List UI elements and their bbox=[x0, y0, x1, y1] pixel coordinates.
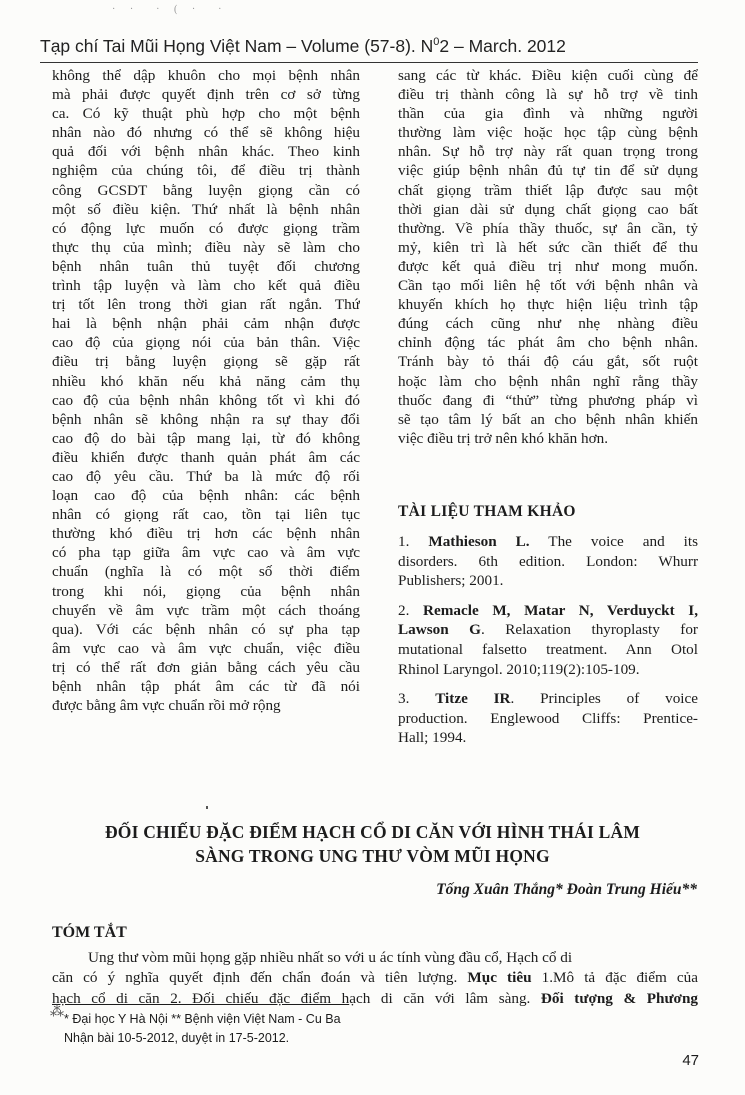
text-line: điều khiển được thanh quản phát âm các bbox=[52, 448, 360, 466]
text-line: thuốc đang đi “thử” từng phương pháp vì bbox=[398, 391, 698, 409]
header-rule bbox=[40, 62, 698, 63]
references-heading: TÀI LIỆU THAM KHẢO bbox=[398, 503, 576, 520]
text-line: chuyển về âm vực trầm một cách thoáng bbox=[52, 601, 360, 619]
text-line: nhân. Sự hỗ trợ này rất quan trọng trong bbox=[398, 143, 698, 161]
text-line: công GCSDT bằng luyện giọng cần có bbox=[52, 181, 360, 199]
text-line: nhiều khó khăn nếu khả năng cảm thụ bbox=[52, 372, 360, 390]
text-line: điều trị thành công là sự hỗ trợ về tinh bbox=[398, 86, 698, 104]
right-column-text bbox=[398, 66, 698, 448]
text-line: có pha tạp giữa âm vực cao và âm vực bbox=[52, 544, 360, 562]
text-line: được kết quả điều trị như mong muốn. bbox=[398, 257, 698, 275]
text-line: bệnh nhân sẽ không nhận ra sự thay đổi bbox=[52, 410, 360, 428]
text-line: cao độ của giọng nói của bản thân. Việc bbox=[52, 334, 360, 352]
text-line: nhân có giọng rất cao, tồn tại liên tục bbox=[52, 506, 360, 524]
text-line: chất giọng trầm thiết lập được sau một bbox=[398, 181, 698, 199]
text-line: trị tốt lên trong thời gian rất ngắn. Thứ bbox=[52, 296, 360, 314]
text-line: cao độ của bệnh nhân không tốt vì khi đó bbox=[52, 391, 360, 409]
text-line: Tránh bày tỏ thái độ cáu gắt, sốt ruột bbox=[398, 353, 698, 371]
text-line: bệnh nhân tuân thủ tuyệt đối chương bbox=[52, 257, 360, 275]
text-line: loạn cao độ của bệnh nhân: các bệnh bbox=[52, 487, 360, 505]
text-line: thường. Về phía thầy thuốc, sự ân cần, tỷ bbox=[398, 219, 698, 237]
text-line: sang các từ khác. Điều kiện cuối cùng để bbox=[398, 67, 698, 84]
text-line: hai là bệnh nhận phải cảm nhận được bbox=[52, 315, 360, 333]
text-line: thực thụ của mình; điều này sẽ làm cho bbox=[52, 238, 360, 256]
text-line: trình tập luyện và làm cho kết quả điều bbox=[52, 277, 360, 295]
text-line: không thể dập khuôn cho mọi bệnh nhân bbox=[52, 67, 360, 84]
affiliation-mark-icon: ⁂ bbox=[50, 1005, 64, 1020]
left-column-text bbox=[52, 66, 360, 715]
text-line: trong khi nói, giọng của bệnh nhân bbox=[52, 582, 360, 600]
text-line: ca. Có kỹ thuật phù hợp cho một bệnh bbox=[52, 105, 360, 123]
text-line: mỷ, kiên trì là hết sức cần thiết để thu bbox=[398, 238, 698, 256]
text-line: nghiệm của chúng tôi, để điều trị thành bbox=[52, 162, 360, 180]
article-title: ĐỐI CHIẾU ĐẶC ĐIỂM HẠCH CỔ DI CĂN VỚI HÌNH THÁI LÂM SÀNG TRONG UNG THƯ VÒM MŨI HỌNG bbox=[104, 822, 641, 866]
text-line: sẽ tạo tâm lý bất an cho bệnh nhân khiến bbox=[398, 410, 698, 428]
text-line: hoặc làm cho bệnh nhân nghĩ rằng thầy bbox=[398, 372, 698, 390]
text-line: trị có thể rất đơn giản bằng cách yêu cầu bbox=[52, 658, 360, 676]
text-line: chỉnh động tác phát âm cho bệnh nhân. bbox=[398, 334, 698, 352]
text-line: âm vực cao và âm vực chuẩn, việc điều bbox=[52, 639, 360, 657]
text-line: một số điều kiện. Thứ nhất là bệnh nhân bbox=[52, 200, 360, 218]
article-authors: Tống Xuân Thắng* Đoàn Trung Hiếu** bbox=[436, 881, 697, 898]
text-line: chuẩn (nghĩa là có một số thời điểm bbox=[52, 563, 360, 581]
text-line: việc điều trị trở nên khó khăn hơn. bbox=[398, 429, 609, 447]
text-line: được bằng âm vực chuẩn rồi mở rộng bbox=[52, 697, 281, 715]
text-line: đúng cách cũng như nhẹ nhàng điều bbox=[398, 315, 698, 333]
text-line: thường khó điều trị hơn các bệnh nhân bbox=[52, 525, 360, 543]
text-line: quả đối với bệnh nhân khác. Theo kinh bbox=[52, 143, 360, 161]
reference-item: 1. Mathieson L. The voice and its disorders. 6th edition. London: Whurr Publishers; 2001. bbox=[398, 533, 698, 590]
text-line: thời gian dài sử dụng chất giọng cao bất bbox=[398, 200, 698, 218]
text-line: nhân nào đó nhưng có thể sẽ không hiệu bbox=[52, 124, 360, 142]
text-line: qua). Với các bệnh nhân có sự pha tạp bbox=[52, 620, 360, 638]
reference-item: 2. Remacle M, Matar N, Verduyckt I, Lawson G. Relaxation thyroplasty for mutational falsetto treatment. Ann Otol Rhinol Laryngol. 2010;119(2):105-109. bbox=[398, 601, 698, 678]
text-line: cao độ do bài tập mang lại, từ đó không bbox=[52, 429, 360, 447]
scan-specks: · · · ( · · bbox=[112, 4, 228, 15]
text-line: việc giúp bệnh nhân đủ tự tin để sử dụng bbox=[398, 162, 698, 180]
abstract-heading: TÓM TẮT bbox=[52, 924, 127, 941]
text-line: có động lực muốn có được giọng trầm bbox=[52, 219, 360, 237]
text-line: mà phải được quyết định trên cơ sở từng bbox=[52, 86, 360, 104]
abstract-text: Ung thư vòm mũi họng gặp nhiều nhất so với u ác tính vùng đầu cổ, Hạch cổ di căn có ý nghĩa quyết định đến chẩn đoán và tiên lượng. Mục tiêu 1.Mô tả đặc điểm của hạch cổ di căn 2. Đối chiếu đặc điểm hạch di căn với lâm sàng. Đối tượng & Phương bbox=[52, 949, 699, 1007]
text-line: Cần tạo mối liên hệ tốt với bệnh nhân và bbox=[398, 277, 698, 295]
text-line: điều trị bằng luyện giọng sẽ gặp rất bbox=[52, 353, 360, 371]
scan-dot bbox=[206, 806, 208, 809]
references-list bbox=[398, 532, 698, 758]
running-header: Tạp chí Tai Mũi Họng Việt Nam – Volume (57-8). $N^02$ – March. 2012 bbox=[40, 36, 566, 56]
reference-item: 3. Titze IR. Principles of voice production. Englewood Cliffs: Prentice- Hall; 1994. bbox=[398, 690, 698, 747]
page-number: 47 bbox=[682, 1052, 699, 1069]
text-line: khuyến khích họ thực hiện liệu trình tập bbox=[398, 296, 698, 314]
text-line: cao độ yêu cầu. Thứ ba là mức độ rối bbox=[52, 467, 360, 485]
affiliation-footnote: * Đại học Y Hà Nội ** Bệnh viện Việt Nam - Cu Ba Nhận bài 10-5-2012, duyệt in 17-5-2012. bbox=[64, 1012, 341, 1045]
text-line: thần của gia đình và những người bbox=[398, 105, 698, 123]
text-line: bệnh nhân tập phát âm các từ đã nói bbox=[52, 678, 360, 695]
text-line: thường làm việc hoặc học tập cùng bệnh bbox=[398, 124, 698, 142]
